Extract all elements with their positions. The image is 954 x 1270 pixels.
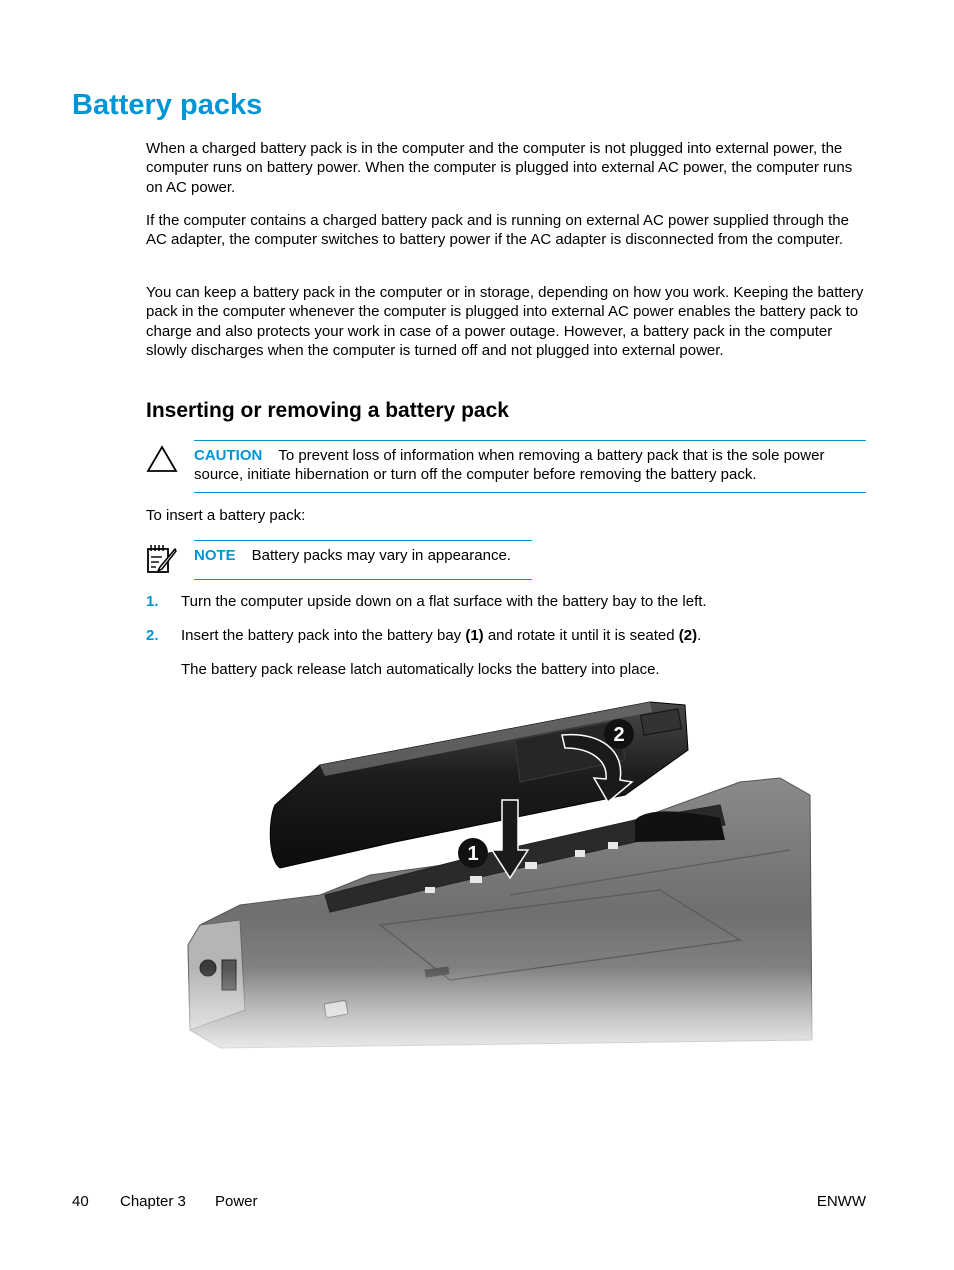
footer-section: Power [215,1193,258,1210]
warning-triangle-icon [146,445,178,473]
footer-chapter: Chapter 3 [120,1193,186,1210]
step-text-part: and rotate it until it is seated [483,627,679,644]
note-top-rule [194,540,532,541]
note-label: NOTE [194,547,236,564]
note-text: Battery packs may vary in appearance. [251,547,511,564]
note-pad-icon [145,543,177,575]
step-text-part: Insert the battery pack into the battery bay [181,627,466,644]
step-number: 1. [146,593,159,610]
section-heading: Inserting or removing a battery pack [146,399,509,422]
battery-insertion-illustration [180,690,830,1060]
insert-intro: To insert a battery pack: [146,507,306,524]
note-content [194,546,511,565]
step-text: Turn the computer upside down on a flat surface with the battery bay to the left. [181,593,707,610]
footer-code: ENWW [816,1193,866,1210]
paragraph-power-source: When a charged battery pack is in the computer and the computer is not plugged into external power, the computer runs on battery power. When the computer is plugged into external AC power, the computer runs on AC power. [146,140,853,196]
step-text-part: . [697,627,702,644]
footer-page-number: 40 [72,1193,89,1210]
step-text [181,626,701,645]
caution-label: CAUTION [194,447,263,464]
caution-top-rule [194,440,866,441]
caution-content [194,446,866,485]
caution-bottom-rule [194,492,866,493]
callout-ref-2: (2) [678,627,698,644]
callout-ref-1: (1) [465,627,484,644]
page-title: Battery packs [72,89,263,121]
step-number: 2. [146,627,159,644]
paragraph-ac-adapter: If the computer contains a charged battery pack and is running on external AC power supplied through the AC adapter, the computer switches to battery power if the AC adapter is disconnected from the computer. [146,212,849,249]
note-bottom-rule [194,579,532,580]
step-subtext: The battery pack release latch automatically locks the battery into place. [181,661,660,678]
caution-text: To prevent loss of information when removing a battery pack that is the sole power source, initiate hibernation or turn off the computer before removing the battery pack. [194,447,825,484]
paragraph-storage: You can keep a battery pack in the computer or in storage, depending on how you work. Keeping the battery pack in the computer whenever the computer is plugged into external AC power enables the battery pack to charge and also protects your work in case of a power outage. However, a battery pack in the computer slowly discharges when the computer is turned off and not plugged into external power. [146,284,864,359]
